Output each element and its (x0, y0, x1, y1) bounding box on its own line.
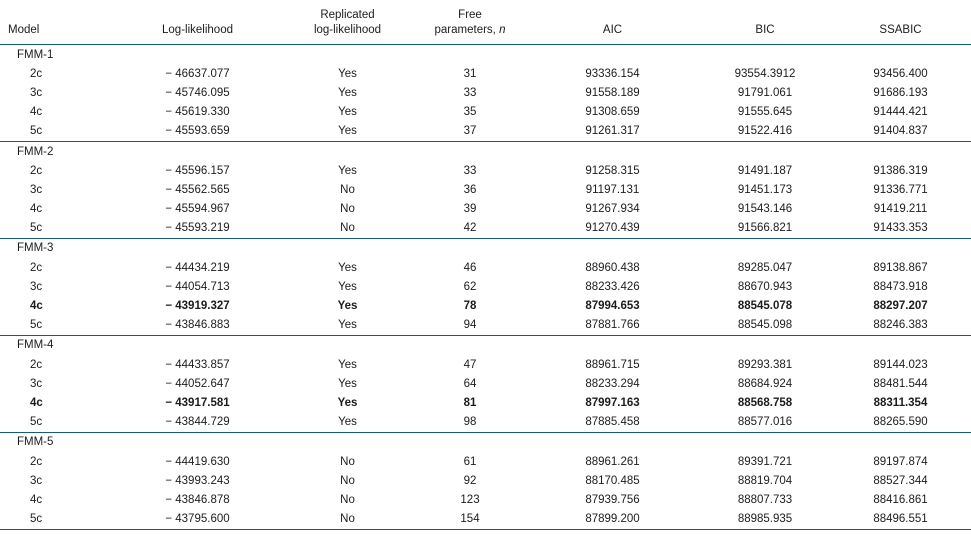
cell-aic: 93336.154 (585, 67, 640, 80)
cell-model: 4c (30, 106, 43, 119)
cell-loglik: − 45746.095 (165, 86, 230, 99)
cell-ssabic: 91336.771 (873, 183, 928, 196)
cell-aic: 88233.426 (585, 280, 640, 293)
cell-aic: 87997.163 (585, 396, 640, 409)
cell-bic: 88577.016 (737, 416, 793, 429)
table-row (0, 316, 971, 336)
cell-free: 35 (463, 106, 477, 119)
cell-bic: 91791.061 (737, 86, 793, 99)
cell-free: 98 (463, 416, 477, 429)
cell-model: 4c (30, 493, 43, 506)
cell-model: 4c (30, 203, 43, 216)
cell-replicated: No (340, 493, 355, 506)
cell-free: 33 (463, 86, 477, 99)
cell-ssabic: 88496.551 (830, 510, 971, 530)
cell-replicated: Yes (338, 377, 357, 390)
table-row (0, 258, 971, 277)
cell-bic: 93554.3912 (734, 67, 796, 80)
cell-free: 33 (463, 164, 477, 177)
cell-aic: 91261.317 (585, 125, 640, 138)
group-label: FMM-4 (0, 335, 971, 355)
cell-model: 2c (30, 67, 43, 80)
cell-aic: 91308.659 (585, 106, 640, 119)
cell-aic: 87899.200 (525, 510, 700, 530)
cell-aic: 88961.261 (585, 455, 640, 468)
cell-bic: 91451.173 (737, 183, 793, 196)
cell-aic: 88961.715 (585, 358, 640, 371)
cell-loglik: − 43917.581 (165, 396, 230, 409)
column-header-aic-label: AIC (602, 24, 623, 36)
cell-loglik: − 44434.219 (165, 261, 230, 274)
cell-replicated: Yes (338, 125, 357, 138)
group-header-row (0, 141, 971, 161)
cell-model: 5c (30, 222, 43, 235)
cell-bic: 89285.047 (737, 261, 793, 274)
cell-replicated: Yes (337, 396, 358, 409)
table-row (0, 161, 971, 180)
column-header-model-label: Model (8, 24, 40, 36)
table-row (0, 219, 971, 239)
column-header-free-parameters (415, 0, 525, 45)
column-header-free-line2: parameters, (434, 24, 500, 36)
cell-aic: 87939.756 (585, 493, 640, 506)
cell-loglik: − 45596.157 (165, 164, 230, 177)
cell-replicated: Yes (338, 106, 357, 119)
cell-bic: 88819.704 (737, 474, 793, 487)
cell-replicated: No (340, 183, 355, 196)
group-label: FMM-3 (0, 238, 971, 258)
cell-ssabic: 88297.207 (873, 300, 928, 313)
column-header-loglikelihood (115, 0, 280, 45)
cell-aic: 88233.294 (585, 377, 640, 390)
cell-free: 64 (463, 377, 477, 390)
cell-loglik: − 46637.077 (165, 67, 230, 80)
cell-free: 81 (463, 396, 477, 409)
cell-ssabic: 88481.544 (873, 377, 928, 390)
cell-loglik: − 44419.630 (165, 455, 230, 468)
cell-free: 123 (460, 493, 480, 506)
group-header-row (0, 45, 971, 65)
cell-replicated: Yes (338, 86, 357, 99)
cell-ssabic: 91686.193 (873, 86, 928, 99)
cell-loglik: − 45562.565 (165, 183, 230, 196)
cell-replicated: Yes (338, 67, 357, 80)
table-row (0, 64, 971, 83)
group-label: FMM-5 (0, 432, 971, 452)
cell-bic: 88985.935 (700, 510, 830, 530)
cell-bic: 91543.146 (737, 203, 793, 216)
table-row (0, 393, 971, 412)
cell-bic: 91566.821 (737, 222, 793, 235)
cell-aic: 88960.438 (585, 261, 640, 274)
cell-loglik: − 44052.647 (165, 377, 230, 390)
cell-loglik: − 43795.600 (115, 510, 280, 530)
table-row (0, 180, 971, 199)
cell-loglik: − 43844.729 (165, 416, 230, 429)
cell-bic: 89293.381 (737, 358, 793, 371)
cell-loglik: − 43919.327 (165, 300, 230, 313)
cell-bic: 88545.098 (737, 319, 793, 332)
column-header-loglikelihood-label: Log-likelihood (162, 24, 233, 36)
cell-free: 42 (463, 222, 477, 235)
cell-free: 39 (463, 203, 477, 216)
header-row (0, 0, 971, 45)
cell-model: 3c (30, 280, 43, 293)
cell-ssabic: 88246.383 (873, 319, 928, 332)
cell-ssabic: 91433.353 (873, 222, 928, 235)
group-header-row (0, 238, 971, 258)
group-header-row (0, 335, 971, 355)
cell-bic: 88670.943 (737, 280, 793, 293)
table-header (0, 0, 971, 45)
table-row (0, 355, 971, 374)
cell-loglik: − 44054.713 (165, 280, 230, 293)
cell-aic: 91267.934 (585, 203, 640, 216)
cell-ssabic: 88311.354 (873, 396, 928, 409)
cell-replicated: Yes (338, 358, 357, 371)
cell-aic: 87885.458 (585, 416, 640, 429)
column-header-aic (525, 0, 700, 45)
cell-free: 92 (463, 474, 477, 487)
cell-replicated: Yes (338, 319, 357, 332)
cell-free: 62 (463, 280, 477, 293)
column-header-model (0, 0, 115, 45)
cell-aic: 91558.189 (585, 86, 640, 99)
cell-loglik: − 43993.243 (165, 474, 230, 487)
group-label: FMM-2 (0, 141, 971, 161)
cell-ssabic: 88265.590 (873, 416, 928, 429)
cell-model: 2c (30, 358, 43, 371)
cell-ssabic: 89197.874 (873, 455, 928, 468)
cell-aic: 91258.315 (585, 164, 640, 177)
cell-free: 31 (463, 67, 477, 80)
cell-ssabic: 91444.421 (873, 106, 928, 119)
cell-aic: 87881.766 (585, 319, 640, 332)
cell-ssabic: 88527.344 (873, 474, 928, 487)
cell-aic: 91197.131 (585, 183, 640, 196)
group-header-row (0, 432, 971, 452)
cell-model: 3c (30, 86, 43, 99)
table-row (0, 452, 971, 471)
column-header-replicated-loglikelihood (280, 0, 415, 45)
cell-ssabic: 88473.918 (873, 280, 928, 293)
cell-model: 5c (30, 416, 43, 429)
cell-ssabic: 88416.861 (873, 493, 928, 506)
table-row (0, 122, 971, 142)
cell-loglik: − 45593.659 (165, 125, 230, 138)
column-header-ssabic (830, 0, 971, 45)
cell-free: 78 (463, 300, 477, 313)
cell-bic: 91555.645 (737, 106, 793, 119)
cell-free: 47 (463, 358, 477, 371)
table-row (0, 413, 971, 433)
cell-ssabic: 91386.319 (873, 164, 928, 177)
cell-replicated: No (340, 455, 355, 468)
cell-replicated: Yes (338, 416, 357, 429)
cell-aic: 91270.439 (585, 222, 640, 235)
table-row (0, 374, 971, 393)
column-header-free-line1: Free (458, 9, 482, 21)
cell-model: 5c (30, 319, 43, 332)
cell-model: 2c (30, 455, 43, 468)
table-row (0, 277, 971, 296)
cell-loglik: − 45593.219 (165, 222, 230, 235)
cell-aic: 87994.653 (585, 300, 640, 313)
cell-ssabic: 91404.837 (873, 125, 928, 138)
cell-model: 4c (30, 300, 43, 313)
cell-model: 3c (30, 377, 43, 390)
cell-model: 3c (30, 474, 43, 487)
cell-loglik: − 45619.330 (165, 106, 230, 119)
column-header-free-italic-n: n (499, 24, 506, 36)
cell-free: 37 (463, 125, 477, 138)
table-row (0, 471, 971, 490)
cell-model: 2c (30, 261, 43, 274)
cell-free: 94 (463, 319, 477, 332)
cell-ssabic: 89138.867 (873, 261, 928, 274)
table-row (0, 510, 971, 530)
cell-free: 61 (463, 455, 477, 468)
column-header-bic-label: BIC (755, 24, 775, 36)
cell-free: 36 (463, 183, 477, 196)
cell-bic: 88807.733 (737, 493, 793, 506)
cell-model: 2c (30, 164, 43, 177)
cell-replicated: No (340, 203, 355, 216)
cell-loglik: − 44433.857 (165, 358, 230, 371)
table-row (0, 490, 971, 509)
cell-replicated: Yes (338, 261, 357, 274)
cell-model: 5c (30, 125, 43, 138)
cell-replicated: No (280, 510, 415, 530)
cell-bic: 88684.924 (737, 377, 793, 390)
table-row (0, 200, 971, 219)
cell-model: 5c (0, 510, 115, 530)
cell-ssabic: 89144.023 (873, 358, 928, 371)
cell-replicated: No (340, 474, 355, 487)
cell-aic: 88170.485 (585, 474, 640, 487)
column-header-bic (700, 0, 830, 45)
table-row (0, 103, 971, 122)
cell-bic: 91522.416 (737, 125, 793, 138)
cell-bic: 88568.758 (737, 396, 793, 409)
cell-ssabic: 91419.211 (873, 203, 928, 216)
cell-bic: 88545.078 (737, 300, 793, 313)
cell-replicated: Yes (338, 280, 357, 293)
cell-replicated: No (340, 222, 355, 235)
cell-loglik: − 43846.883 (165, 319, 230, 332)
column-header-replicated-line1: Replicated (320, 9, 375, 21)
table-row (0, 83, 971, 102)
column-header-ssabic-label: SSABIC (879, 24, 922, 36)
cell-free: 154 (415, 510, 525, 530)
column-header-replicated-line2: log-likelihood (313, 24, 382, 36)
cell-model: 4c (30, 396, 43, 409)
cell-replicated: Yes (337, 300, 358, 313)
cell-ssabic: 93456.400 (873, 67, 928, 80)
cell-replicated: Yes (338, 164, 357, 177)
cell-free: 46 (463, 261, 477, 274)
cell-loglik: − 43846.878 (165, 493, 230, 506)
cell-bic: 89391.721 (737, 455, 793, 468)
cell-model: 3c (30, 183, 43, 196)
cell-loglik: − 45594.967 (165, 203, 230, 216)
cell-bic: 91491.187 (737, 164, 793, 177)
table-body (0, 45, 971, 530)
group-label: FMM-1 (0, 45, 971, 65)
table-row (0, 296, 971, 315)
